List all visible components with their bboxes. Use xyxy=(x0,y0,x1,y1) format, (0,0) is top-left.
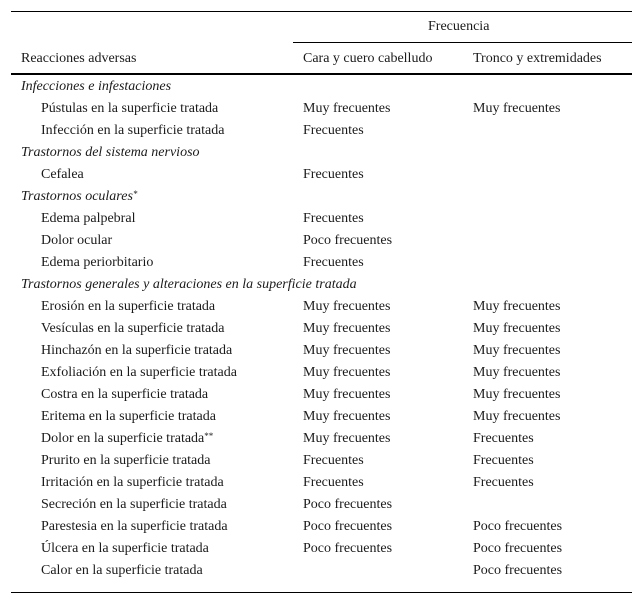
reaction-label xyxy=(41,474,224,492)
category-label xyxy=(21,188,137,206)
frequency-face-scalp: Muy frecuentes xyxy=(303,431,391,446)
reaction-label xyxy=(41,254,153,272)
label-text: Pústulas en la superficie tratada xyxy=(41,101,219,116)
label-text: Eritema en la superficie tratada xyxy=(41,409,216,424)
frequency-face-scalp: Muy frecuentes xyxy=(303,321,391,336)
top-rule xyxy=(11,11,632,12)
reaction-label xyxy=(41,452,210,470)
column-header-face-scalp: Cara y cuero cabelludo xyxy=(303,51,433,66)
frequency-group-rule xyxy=(293,42,632,43)
label-text: Exfoliación en la superficie tratada xyxy=(41,365,237,380)
reaction-label xyxy=(41,166,84,184)
label-text: Edema palpebral xyxy=(41,211,136,226)
frequency-face-scalp: Muy frecuentes xyxy=(303,387,391,402)
frequency-face-scalp: Frecuentes xyxy=(303,255,364,270)
column-header-trunk-limbs: Tronco y extremidades xyxy=(473,51,602,66)
label-text: Irritación en la superficie tratada xyxy=(41,475,224,490)
frequency-face-scalp: Frecuentes xyxy=(303,167,364,182)
label-text: Infecciones e infestaciones xyxy=(21,79,172,94)
frequency-face-scalp: Poco frecuentes xyxy=(303,541,393,556)
reaction-label xyxy=(41,210,135,228)
frequency-face-scalp: Muy frecuentes xyxy=(303,343,391,358)
frequency-trunk-limbs: Muy frecuentes xyxy=(473,365,561,380)
reaction-label xyxy=(41,496,227,514)
bottom-rule xyxy=(11,592,632,593)
footnote-marker: * xyxy=(132,189,138,199)
frequency-face-scalp: Muy frecuentes xyxy=(303,365,391,380)
frequency-group-header: Frecuencia xyxy=(428,19,490,34)
label-text: Úlcera en la superficie tratada xyxy=(41,541,209,556)
reaction-label xyxy=(41,364,237,382)
frequency-trunk-limbs: Muy frecuentes xyxy=(473,387,561,402)
footnote-marker: ** xyxy=(204,431,214,441)
reaction-label xyxy=(41,298,215,316)
reaction-label xyxy=(41,540,209,558)
frequency-trunk-limbs: Frecuentes xyxy=(473,453,534,468)
reaction-label xyxy=(41,408,216,426)
reaction-label xyxy=(41,386,208,404)
label-text: Edema periorbitario xyxy=(41,255,154,270)
label-text: Parestesia en la superficie tratada xyxy=(41,519,228,534)
reaction-label xyxy=(41,232,112,250)
frequency-trunk-limbs: Muy frecuentes xyxy=(473,101,561,116)
frequency-face-scalp: Poco frecuentes xyxy=(303,497,393,512)
label-text: Dolor ocular xyxy=(41,233,113,248)
header-rule xyxy=(11,73,632,75)
label-text: Vesículas en la superficie tratada xyxy=(41,321,225,336)
reaction-label xyxy=(41,430,213,448)
frequency-face-scalp: Frecuentes xyxy=(303,453,364,468)
label-text: Costra en la superficie tratada xyxy=(41,387,209,402)
frequency-trunk-limbs: Muy frecuentes xyxy=(473,299,561,314)
reaction-label xyxy=(41,562,203,580)
label-text: Calor en la superficie tratada xyxy=(41,563,203,578)
frequency-face-scalp: Frecuentes xyxy=(303,123,364,138)
category-label xyxy=(21,276,357,294)
frequency-trunk-limbs: Muy frecuentes xyxy=(473,321,561,336)
reaction-label xyxy=(41,100,218,118)
reaction-label xyxy=(41,320,224,338)
column-header-reactions: Reacciones adversas xyxy=(21,51,137,66)
frequency-trunk-limbs: Muy frecuentes xyxy=(473,409,561,424)
frequency-face-scalp: Poco frecuentes xyxy=(303,519,393,534)
frequency-face-scalp: Frecuentes xyxy=(303,475,364,490)
frequency-trunk-limbs: Poco frecuentes xyxy=(473,541,563,556)
frequency-face-scalp: Muy frecuentes xyxy=(303,299,391,314)
frequency-trunk-limbs: Poco frecuentes xyxy=(473,563,563,578)
label-text: Trastornos del sistema nervioso xyxy=(21,145,200,160)
frequency-face-scalp: Poco frecuentes xyxy=(303,233,393,248)
reaction-label xyxy=(41,122,224,140)
frequency-face-scalp: Muy frecuentes xyxy=(303,101,391,116)
label-text: Trastornos oculares xyxy=(21,189,133,204)
frequency-trunk-limbs: Frecuentes xyxy=(473,431,534,446)
reaction-label xyxy=(41,342,232,360)
category-label xyxy=(21,144,200,162)
label-text: Hinchazón en la superficie tratada xyxy=(41,343,233,358)
reaction-label xyxy=(41,518,228,536)
label-text: Prurito en la superficie tratada xyxy=(41,453,211,468)
frequency-trunk-limbs: Frecuentes xyxy=(473,475,534,490)
label-text: Dolor en la superficie tratada xyxy=(41,431,205,446)
label-text: Trastornos generales y alteraciones en la superficie tratada xyxy=(21,277,357,292)
category-label xyxy=(21,78,171,96)
label-text: Infección en la superficie tratada xyxy=(41,123,225,138)
frequency-face-scalp: Frecuentes xyxy=(303,211,364,226)
frequency-trunk-limbs: Poco frecuentes xyxy=(473,519,563,534)
label-text: Erosión en la superficie tratada xyxy=(41,299,216,314)
frequency-trunk-limbs: Muy frecuentes xyxy=(473,343,561,358)
label-text: Cefalea xyxy=(41,167,84,182)
label-text: Secreción en la superficie tratada xyxy=(41,497,227,512)
frequency-face-scalp: Muy frecuentes xyxy=(303,409,391,424)
